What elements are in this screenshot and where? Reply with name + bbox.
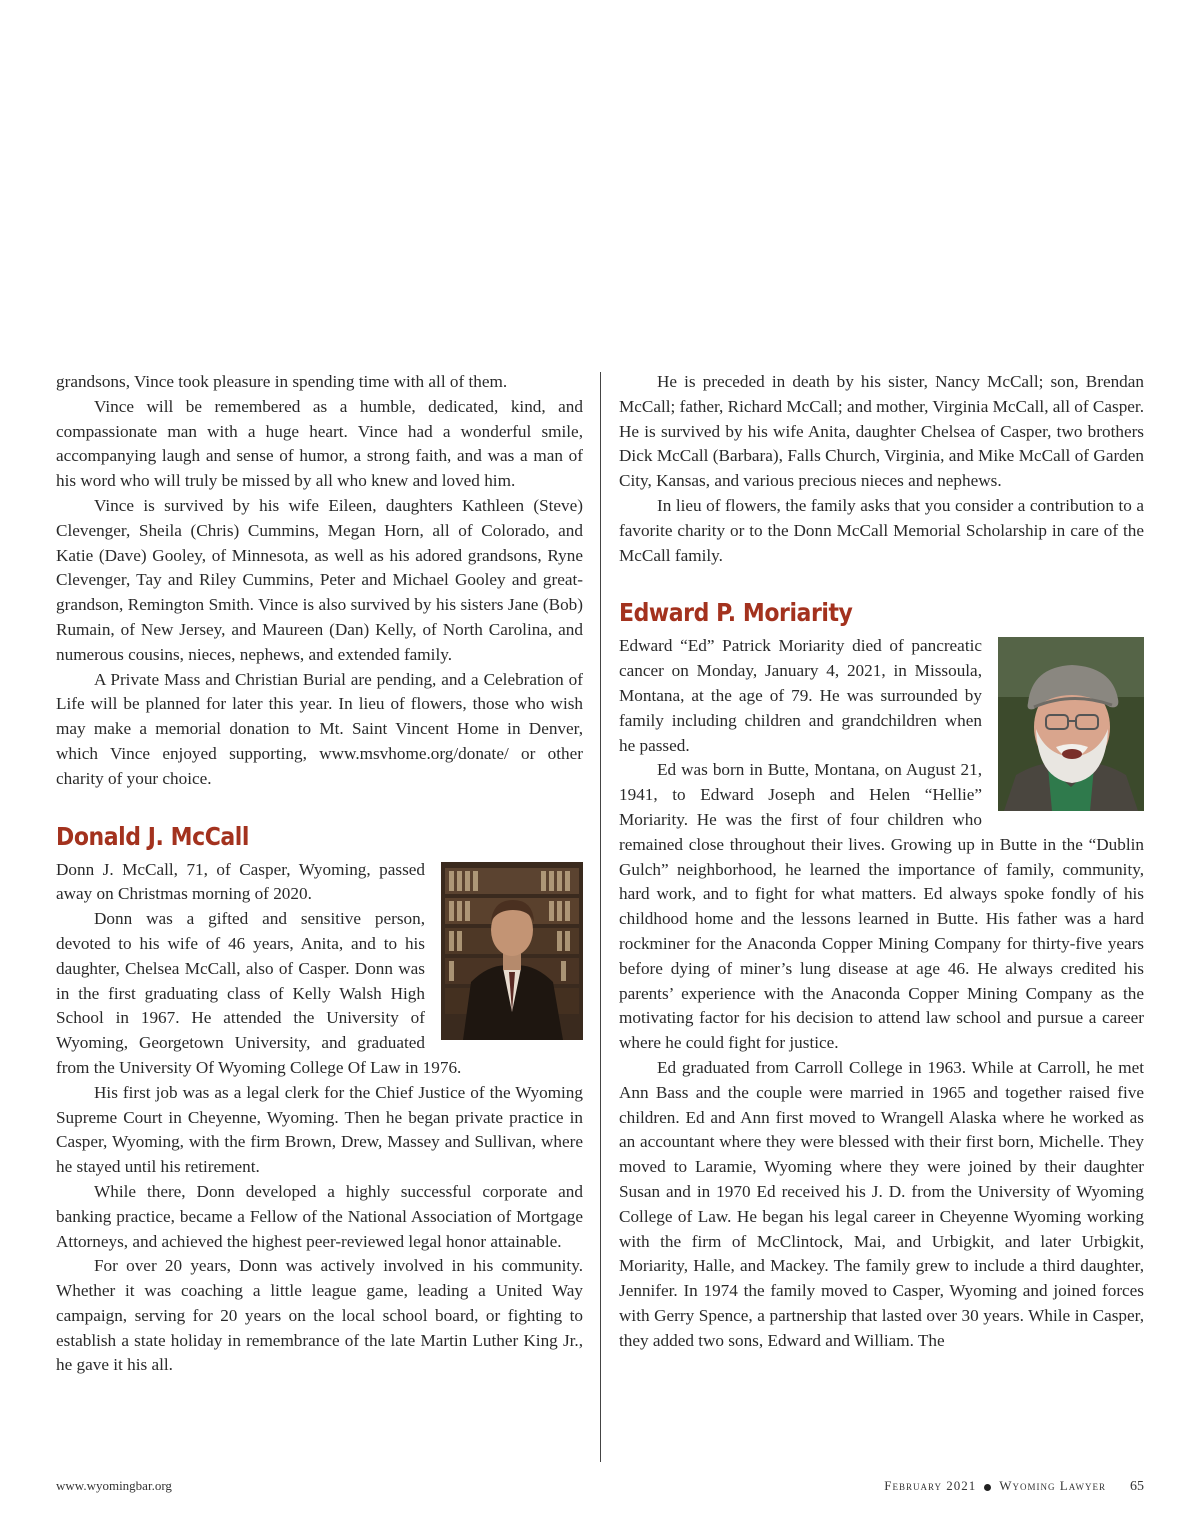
mccall-paragraph-3: His first job was as a legal clerk for the Chief Justice of the Wyoming Supreme Court in Cheyenne, Wyoming. Then he began private practice in Casper, Wyoming, with the firm Brown, Drew, Massey and Sullivan, where he stayed until his retirement. bbox=[56, 1082, 583, 1177]
footer-website-url: www.wyomingbar.org bbox=[56, 1478, 172, 1493]
moriarity-paragraph-1: Edward “Ed” Patrick Moriarity died of pancreatic cancer on Monday, January 4, 2021, in Missoula, Montana, at the age of 79. He was surrounded by family including children and grandchildren when he passed. bbox=[619, 636, 982, 755]
mccall-paragraph-1: Donn J. McCall, 71, of Casper, Wyoming, passed away on Christmas morning of 2020. bbox=[56, 859, 425, 904]
bullet-separator-icon bbox=[984, 1484, 991, 1491]
moriarity-paragraph-3: Ed graduated from Carroll College in 1963. While at Carroll, he met Ann Bass and the couple were married in 1965 and together raised five children. Ed and Ann first moved to Wrangell Alaska where he worked as an accountant where they were blessed with their first born, Michelle. They moved to Laramie, Wyoming where they were joined by their daughter Susan and in 1970 Ed received his J. D. from the University of Wyoming College of Law. He began his legal career in Cheyenne Wyoming working with the firm of McClintock, Mai, and Urbigkit, and later Urbigkit, Moriarity, Halle, and Mackey. The family grew to include a third daughter, Jennifer. In 1974 the family moved to Casper, Wyoming and joined forces with Gerry Spence, a partnership that lasted over 30 years. While in Casper, they added two sons, Edward and William. The bbox=[619, 1057, 1144, 1350]
page-number: 65 bbox=[1130, 1479, 1144, 1494]
moriarity-paragraph-2: Ed was born in Butte, Montana, on August 21, 1941, to Edward Joseph and Helen “Hellie” Moriarity. He was the first of four children who remained close throughout their lives. Growing up in Butte in the “Dublin Gulch” neighborhood, he learned the importance of family, community, hard work, and to fight for what matters. Ed always spoke fondly of his childhood home and the lessons learned in Butte. His father was a hard rockminer for the Anaconda Copper Mining Company for thirty-five years before dying of miner’s lung disease at age 46. He always credited his parents’ experience with the Anaconda Copper Mining Company as the motivating factor for his decision to attend law school and pursue a career where he could fight for justice. bbox=[619, 760, 1144, 1053]
moriarity-portrait-photo bbox=[998, 637, 1144, 811]
mccall-paragraph-2: Donn was a gifted and sensitive person, devoted to his wife of 46 years, Anita, and to his daughter, Chelsea McCall, also of Casper. Donn was in the first graduating class of Kelly Walsh High School in 1967. He attended the University of Wyoming, Georgetown University, and graduated from the University Of Wyoming College Of Law in 1976. bbox=[56, 909, 462, 1077]
column-divider bbox=[600, 372, 601, 1462]
moriarity-heading: Edward P. Moriarity bbox=[619, 598, 853, 628]
left-column bbox=[56, 370, 583, 1378]
mccall-portrait-photo bbox=[441, 862, 583, 1040]
mccall-paragraph-7: In lieu of flowers, the family asks that you consider a contribution to a favorite charity or to the Donn McCall Memorial Scholarship in care of the McCall family. bbox=[619, 495, 1144, 565]
mccall-heading: Donald J. McCall bbox=[56, 821, 250, 851]
footer-issue-date: February 2021 bbox=[884, 1478, 977, 1493]
carryover-paragraph: grandsons, Vince took pleasure in spending time with all of them. bbox=[56, 372, 508, 391]
right-column bbox=[619, 370, 1144, 1353]
vince-paragraph-1: Vince will be remembered as a humble, dedicated, kind, and compassionate man with a huge heart. Vince had a wonderful smile, accompanying laugh and sense of humor, a strong faith, and was a man of his word who will truly be missed by all who knew and loved him. bbox=[56, 396, 583, 491]
mccall-paragraph-5: For over 20 years, Donn was actively involved in his community. Whether it was coaching a little league game, leading a United Way campaign, serving for 20 years on the local school board, or fighting to establish a state holiday in remembrance of the late Martin Luther King Jr., he gave it his all. bbox=[56, 1256, 583, 1375]
footer-publication-name: Wyoming Lawyer bbox=[999, 1478, 1106, 1493]
mccall-paragraph-4: While there, Donn developed a highly successful corporate and banking practice, became a Fellow of the National Association of Mortgage Attorneys, and achieved the highest peer-reviewed legal honor attainable. bbox=[56, 1181, 583, 1251]
mccall-paragraph-6: He is preceded in death by his sister, Nancy McCall; son, Brendan McCall; father, Richard McCall; and mother, Virginia McCall, all of Casper. He is survived by his wife Anita, daughter Chelsea of Casper, two brothers Dick McCall (Barbara), Falls Church, Virginia, and Mike McCall of Garden City, Kansas, and various precious nieces and nephews. bbox=[619, 372, 1144, 491]
vince-paragraph-2: Vince is survived by his wife Eileen, daughters Kathleen (Steve) Clevenger, Sheila (Chris) Cummins, Megan Horn, all of Colorado, and Katie (Dave) Gooley, of Minnesota, as well as his adored grandsons, Ryne Clevenger, Tay and Riley Cummins, Peter and Michael Gooley and great-grandson, Remington Smith. Vince is also survived by his sisters Jane (Bob) Rumain, of New Jersey, and Maureen (Dan) Kelly, of North Carolina, and numerous cousins, nieces, nephews, and extended family. bbox=[56, 495, 583, 664]
footer-issue-info bbox=[884, 1478, 1144, 1495]
vince-paragraph-3: A Private Mass and Christian Burial are pending, and a Celebration of Life will be planned for later this year. In lieu of flowers, those who wish may make a memorial donation to Mt. Saint Vincent Home in Denver, which Vince enjoyed supporting, www.msvhome.org/donate/ or other charity of your choice. bbox=[56, 669, 583, 788]
